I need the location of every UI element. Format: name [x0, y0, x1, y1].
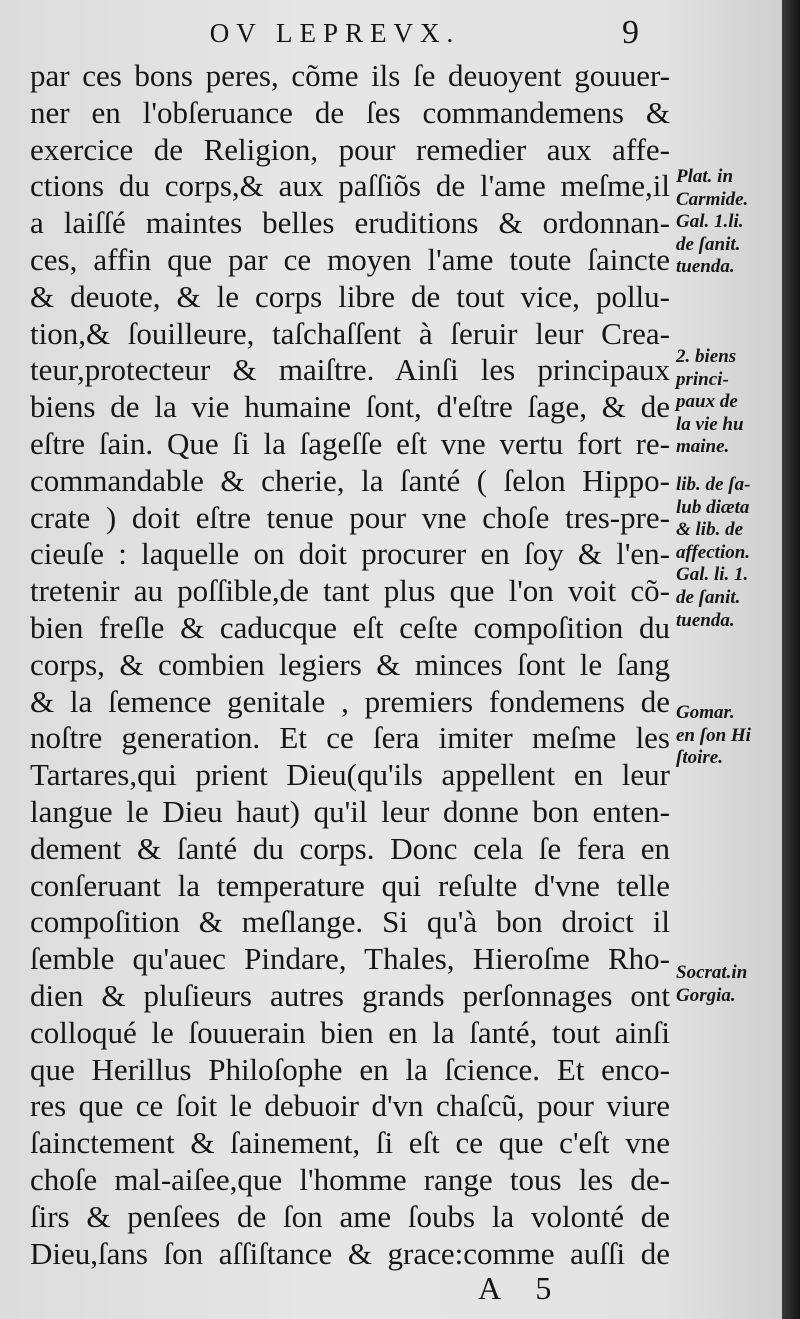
text-line: compoſition & meſlange. Si qu'à bon droict il	[30, 904, 670, 940]
text-line: corps, & combien legiers & minces ſont le ſang	[30, 646, 670, 682]
text-line: tretenir au poſſible,de tant plus que l'on voit cõ-	[30, 573, 670, 609]
margin-note	[676, 702, 778, 770]
text-line: colloqué le ſouuerain bien en la ſanté, tout ainſi	[30, 1014, 670, 1050]
running-head: OV LEPREVX.	[209, 18, 461, 48]
text-line: dement & ſanté du corps. Donc cela ſe fera en	[30, 830, 670, 866]
margin-note-line: en ſon Hi	[676, 724, 751, 746]
text-line: ner en l'obſeruance de ſes commandemens &	[30, 94, 670, 130]
text-line: ſemble qu'auec Pindare, Thales, Hieroſme Rho-	[30, 941, 670, 977]
text-line: eſtre ſain. Que ſi la ſageſſe eſt vne vertu fort re-	[30, 425, 670, 461]
margin-note-line: de ſanit.	[676, 586, 741, 608]
text-line: par ces bons peres, cõme ils ſe deuoyent gouuer-	[30, 58, 670, 93]
text-line: noſtre generation. Et ce ſera imiter meſme les	[30, 720, 670, 756]
text-line: dien & pluſieurs autres grands perſonnages ont	[30, 977, 670, 1013]
margin-note-line: Plat. in	[676, 166, 734, 187]
margin-note	[676, 474, 778, 632]
text-line: ces, affin que par ce moyen l'ame toute ſaincte	[30, 241, 670, 277]
text-line: ctions du corps,& aux paſſiõs de l'ame meſme,il	[30, 168, 670, 204]
body-text	[30, 58, 670, 1272]
margin-note-line: 2. biens	[676, 346, 737, 367]
margin-note-line: tuenda.	[676, 609, 735, 631]
page-number: 9	[622, 14, 639, 51]
margin-note	[676, 166, 778, 279]
book-spine-shadow	[782, 0, 800, 1319]
text-line: res que ce ſoit le debuoir d'vn chaſcũ, pour viure	[30, 1088, 670, 1124]
margin-note-line: Socrat.in	[676, 962, 748, 983]
margin-note	[676, 962, 778, 1007]
text-line: bien freſle & caducque eſt ceſte compoſition du	[30, 609, 670, 645]
margin-note-line: Gal. 1.li.	[676, 211, 744, 233]
margin-note-line: tuenda.	[676, 256, 735, 278]
margin-note-line: princi-	[676, 368, 729, 390]
text-line: a laiſſé maintes belles eruditions & ordonnan-	[30, 205, 670, 241]
margin-note-line: Gorgia.	[676, 984, 736, 1006]
text-line: teur,protecteur & maiſtre. Ainſi les principaux	[30, 352, 670, 388]
margin-note	[676, 346, 778, 459]
signature-mark: A 5	[478, 1270, 566, 1306]
text-line: Dieu,ſans ſon aſſiſtance & grace:comme auſſi de	[30, 1235, 670, 1271]
margin-note-line: & lib. de	[676, 519, 744, 541]
margin-note-line: affection.	[676, 541, 751, 563]
margin-note-line: lib. de ſa-	[676, 474, 751, 495]
margin-note-line: paux de	[676, 391, 738, 413]
margin-note-line: Gomar.	[676, 702, 735, 723]
margin-note-line: Gal. li. 1.	[676, 564, 749, 586]
margin-note-line: lub diæta	[676, 496, 750, 518]
margin-note-line: Carmide.	[676, 188, 749, 210]
margin-note-line: la vie hu	[676, 413, 744, 435]
text-line: exercice de Religion, pour remedier aux affe-	[30, 131, 670, 167]
text-line: conſeruant la temperature qui reſulte d'vne telle	[30, 867, 670, 903]
text-line: & deuote, & le corps libre de tout vice, pollu-	[30, 278, 670, 314]
text-line: cieuſe : laquelle on doit procurer en ſoy & l'en-	[30, 536, 670, 572]
text-line: que Herillus Philoſophe en la ſcience. Et enco-	[30, 1051, 670, 1087]
text-line: commandable & cherie, la ſanté ( ſelon Hippo-	[30, 462, 670, 498]
text-line: tion,& ſouilleure, taſchaſſent à ſeruir leur Crea-	[30, 315, 670, 351]
margin-note-line: ſtoire.	[676, 747, 723, 769]
text-line: & la ſemence genitale , premiers fondemens de	[30, 683, 670, 719]
text-line: Tartares,qui prient Dieu(qu'ils appellent en leur	[30, 757, 670, 793]
text-line: ſirs & penſees de ſon ame ſoubs la volonté de	[30, 1198, 670, 1234]
text-line: choſe mal-aiſee,que l'homme range tous les de-	[30, 1161, 670, 1197]
text-line: biens de la vie humaine ſont, d'eſtre ſage, & de	[30, 389, 670, 425]
text-line: langue le Dieu haut) qu'il leur donne bon enten-	[30, 793, 670, 829]
margin-note-line: de ſanit.	[676, 233, 741, 255]
text-line: ſainctement & ſainement, ſi eſt ce que c'eſt vne	[30, 1125, 670, 1161]
text-line: crate ) doit eſtre tenue pour vne choſe tres-pre-	[30, 499, 670, 535]
margin-note-line: maine.	[676, 436, 730, 458]
